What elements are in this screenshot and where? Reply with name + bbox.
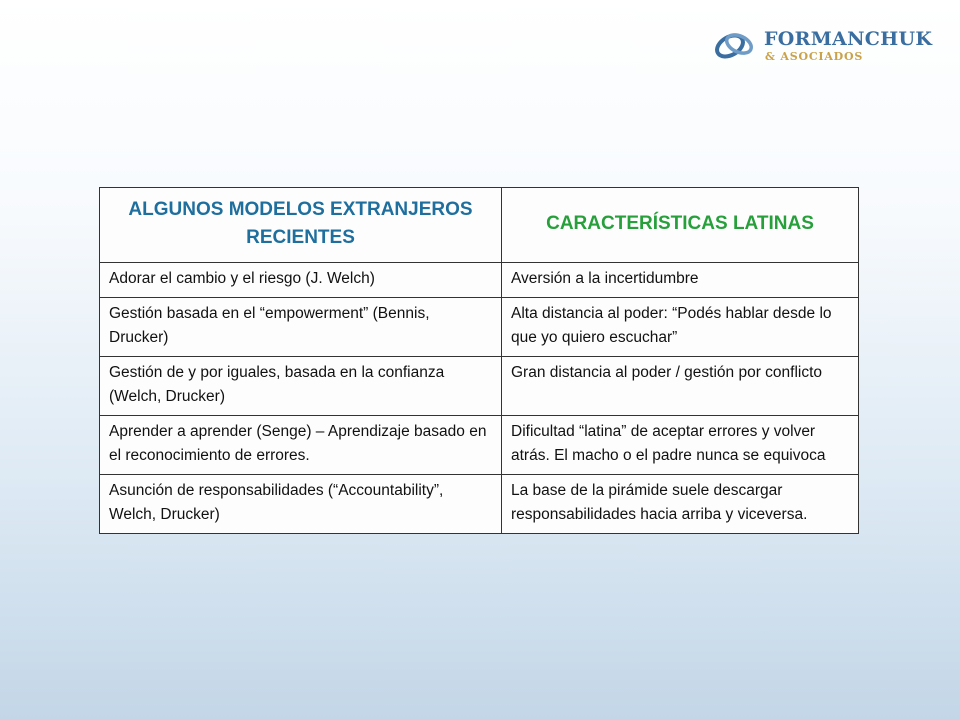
logo-name: FORMANCHUK (764, 28, 933, 50)
header-latin-characteristics: CARACTERÍSTICAS LATINAS (502, 188, 859, 263)
table-header-row (100, 188, 859, 263)
table-row (100, 475, 859, 534)
table-cell: Gestión de y por iguales, basada en la confianza (Welch, Drucker) (100, 357, 502, 416)
table-cell: Adorar el cambio y el riesgo (J. Welch) (100, 263, 502, 298)
table-cell: Dificultad “latina” de aceptar errores y volver atrás. El macho o el padre nunca se equivoca (502, 416, 859, 475)
table-row (100, 298, 859, 357)
interlocking-rings-logo-icon (712, 26, 758, 66)
table-cell: Gran distancia al poder / gestión por conflicto (502, 357, 859, 416)
header-foreign-models: ALGUNOS MODELOS EXTRANJEROS RECIENTES (100, 188, 502, 263)
comparison-table (99, 187, 859, 534)
table-row (100, 357, 859, 416)
company-logo (712, 24, 932, 68)
table-row (100, 416, 859, 475)
table-cell: Aprender a aprender (Senge) – Aprendizaje basado en el reconocimiento de errores. (100, 416, 502, 475)
table-cell: Aversión a la incertidumbre (502, 263, 859, 298)
table-cell: Alta distancia al poder: “Podés hablar desde lo que yo quiero escuchar” (502, 298, 859, 357)
table-row (100, 263, 859, 298)
table-cell: La base de la pirámide suele descargar responsabilidades hacia arriba y viceversa. (502, 475, 859, 534)
table-cell: Gestión basada en el “empowerment” (Bennis, Drucker) (100, 298, 502, 357)
logo-subtitle: & ASOCIADOS (765, 50, 864, 63)
table-cell: Asunción de responsabilidades (“Accountability”, Welch, Drucker) (100, 475, 502, 534)
